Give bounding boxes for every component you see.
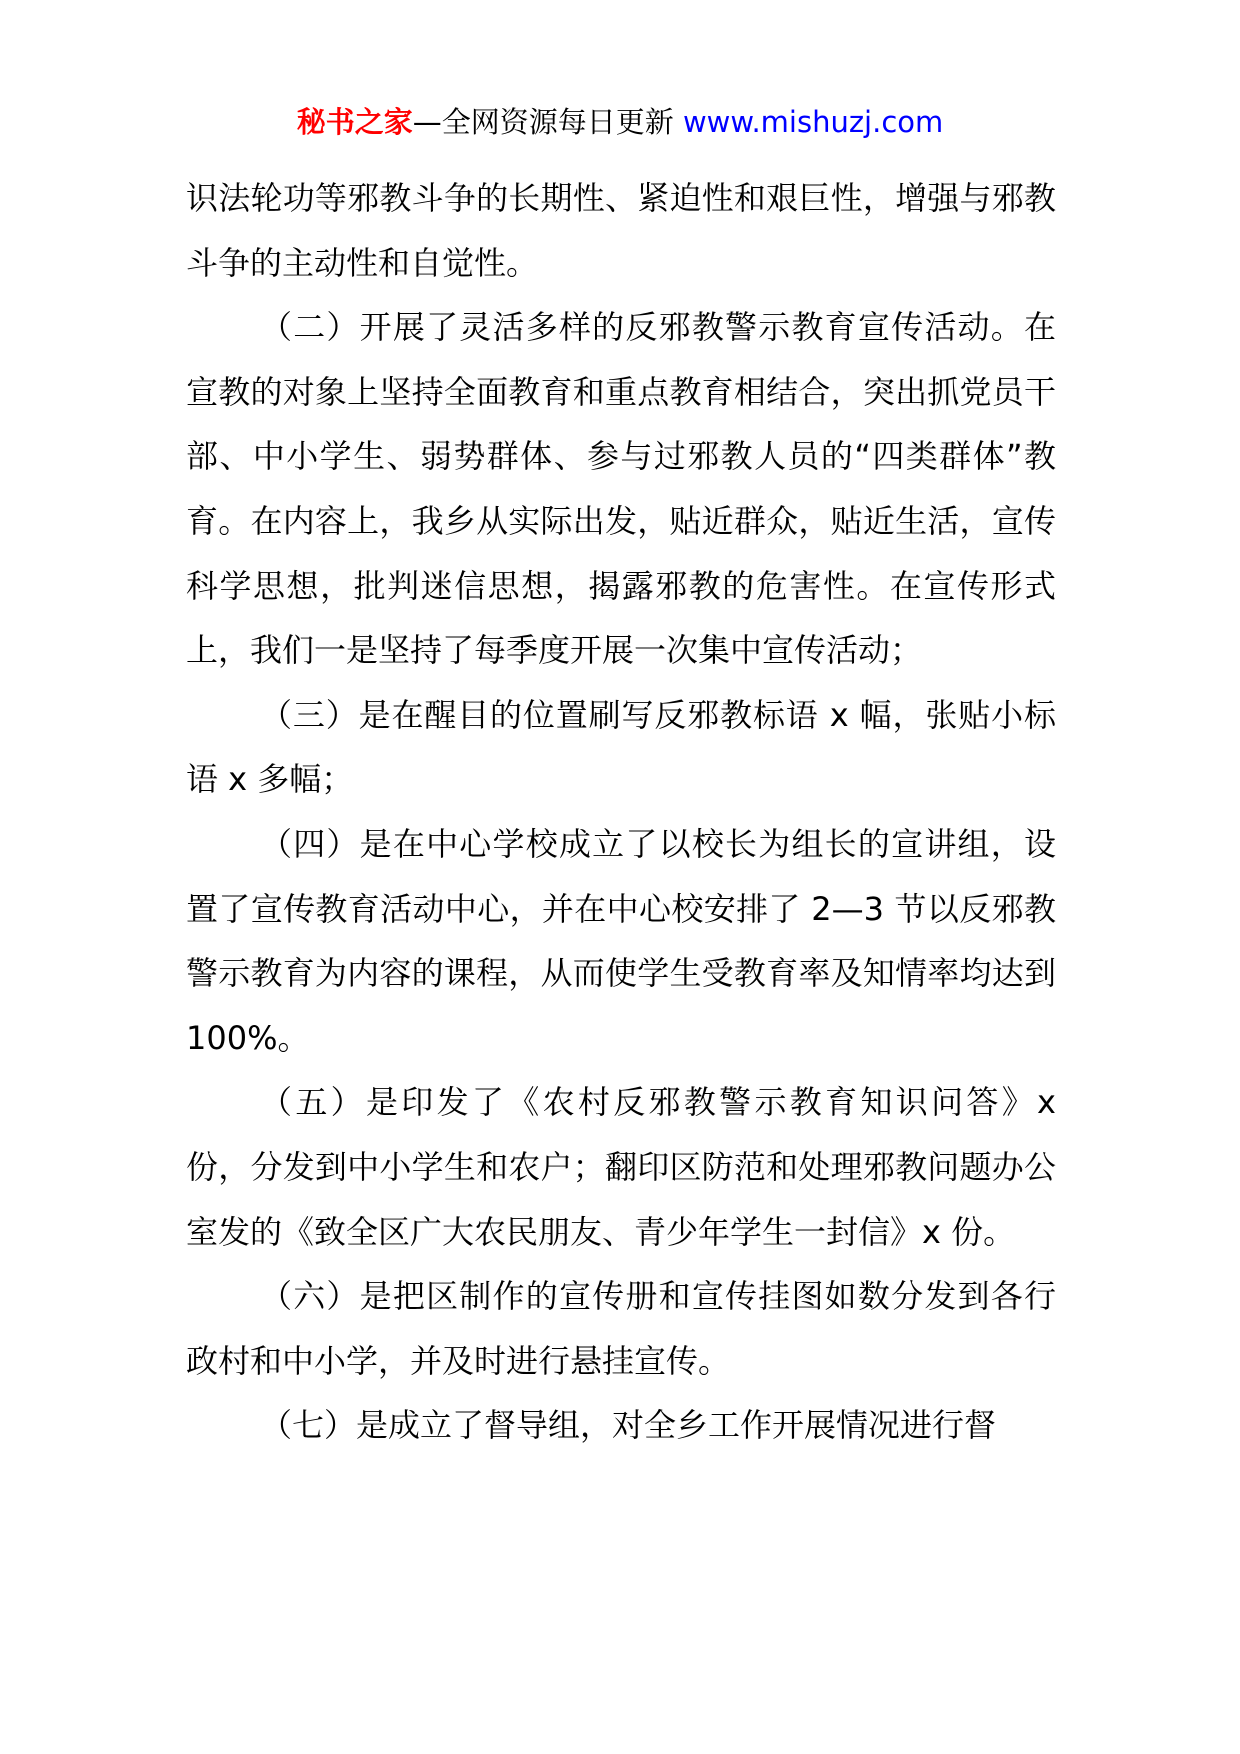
paragraph-section-4: （四）是在中心学校成立了以校长为组长的宣讲组，设置了宣传教育活动中心，并在中心校安排了 2—3 节以反邪教警示教育为内容的课程，从而使学生受教育率及知情率均达到 100%。 bbox=[186, 824, 1056, 1057]
paragraph-section-5: （五）是印发了《农村反邪教警示教育知识问答》x 份，分发到中小学生和农户；翻印区防范和处理邪教问题办公室发的《致全区广大农民朋友、青少年学生一封信》x 份。 bbox=[186, 1083, 1056, 1251]
paragraph-section-7: （七）是成立了督导组，对全乡工作开展情况进行督 bbox=[260, 1406, 997, 1445]
paragraph-continuation: 识法轮功等邪教斗争的长期性、紧迫性和艰巨性，增强与邪教斗争的主动性和自觉性。 bbox=[186, 179, 1056, 282]
document-body bbox=[186, 166, 1056, 1458]
paragraph-section-6: （六）是把区制作的宣传册和宣传挂图如数分发到各行政村和中小学，并及时进行悬挂宣传。 bbox=[186, 1277, 1056, 1380]
paragraph-section-3: （三）是在醒目的位置刷写反邪教标语 x 幅，张贴小标语 x 多幅； bbox=[186, 695, 1056, 799]
site-url-link[interactable]: www.mishuzj.com bbox=[682, 105, 944, 139]
page-header bbox=[0, 102, 1240, 142]
paragraph-section-2: （二）开展了灵活多样的反邪教警示教育宣传活动。在宣教的对象上坚持全面教育和重点教育相结合，突出抓党员干部、中小学生、弱势群体、参与过邪教人员的“四类群体”教育。在内容上，我乡从实际出发，贴近群众，贴近生活，宣传科学思想，批判迷信思想，揭露邪教的危害性。在宣传形式上，我们一是坚持了每季度开展一次集中宣传活动； bbox=[186, 308, 1056, 670]
site-tagline: —全网资源每日更新 bbox=[412, 105, 683, 139]
site-brand: 秘书之家 bbox=[296, 105, 413, 139]
